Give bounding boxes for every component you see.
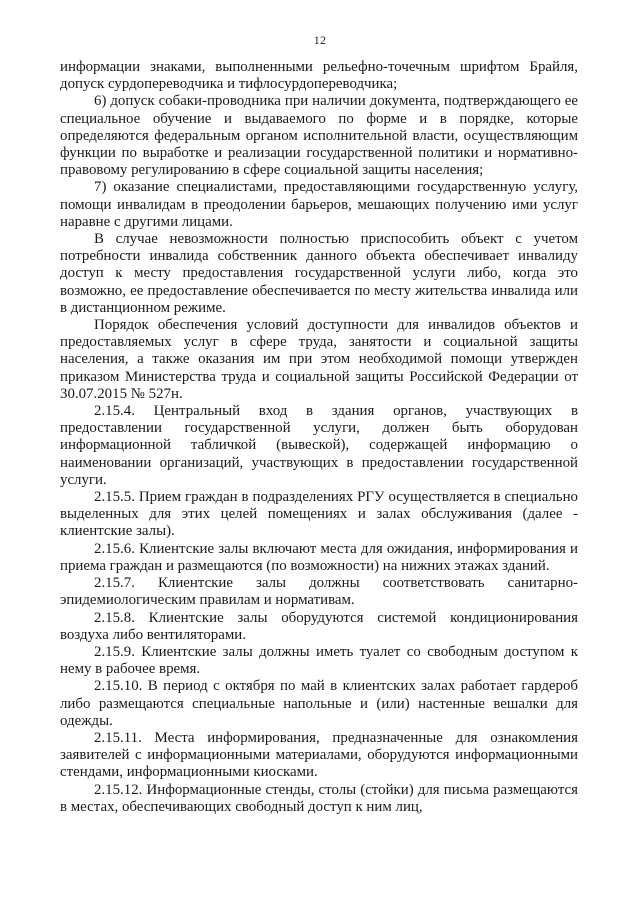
paragraph-2-15-6: 2.15.6. Клиентские залы включают места для ожидания, информирования и приема граждан и размещаются (по возможности) на нижних этажах зданий. [60,540,578,574]
paragraph-2-15-11: 2.15.11. Места информирования, предназначенные для ознакомления заявителей с информационными материалами, оборудуются информационными стендами, информационными киосками. [60,729,578,781]
paragraph-accessibility-order: Порядок обеспечения условий доступности для инвалидов объектов и предоставляемых услуг в сфере труда, занятости и социальной защиты населения, а также оказания им при этом необходимой помощи утвержден приказом Министерства труда и социальной защиты Российской Федерации от 30.07.2015 № 527н. [60,317,578,402]
paragraph-impossibility-case: В случае невозможности полностью приспособить объект с учетом потребности инвалида собственник данного объекта обеспечивает инвалиду доступ к месту предоставления государственной услуги либо, когда это возможно, ее предоставление обеспечивается по месту жительства инвалида или в дистанционном режиме. [60,231,578,316]
paragraph-2-15-5: 2.15.5. Прием граждан в подразделениях РГУ осуществляется в специально выделенных для этих целей помещениях и залах обслуживания (далее - клиентские залы). [60,489,578,540]
document-body [60,59,578,816]
paragraph-2-15-7: 2.15.7. Клиентские залы должны соответствовать санитарно-эпидемиологическим правилам и нормативам. [60,575,578,609]
paragraph-specialist-assistance: 7) оказание специалистами, предоставляющими государственную услугу, помощи инвалидам в преодолении барьеров, мешающих получению ими услуг наравне с другими лицами. [60,179,578,230]
paragraph-2-15-9: 2.15.9. Клиентские залы должны иметь туалет со свободным доступом к нему в рабочее время. [60,643,578,678]
paragraph-2-15-4: 2.15.4. Центральный вход в здания органов, участвующих в предоставлении государственной услуги, должен быть оборудован информационной табличкой (вывеской), содержащей информацию о наименовании организаций, участвующих в предоставлении государственной услуги. [60,403,578,488]
paragraph-braille-continuation: информации знаками, выполненными рельефно-точечным шрифтом Брайля, допуск сурдопереводчика и тифлосурдопереводчика; [60,59,578,93]
paragraph-guide-dog: 6) допуск собаки-проводника при наличии документа, подтверждающего ее специальное обучение и выдаваемого по форме и в порядке, которые определяются федеральным органом исполнительной власти, осуществляющим функции по выработке и реализации государственной политики и нормативно-правовому регулированию в сфере социальной защиты населения; [60,93,578,179]
paragraph-2-15-8: 2.15.8. Клиентские залы оборудуются системой кондиционирования воздуха либо вентиляторами. [60,609,578,643]
paragraph-2-15-10: 2.15.10. В период с октября по май в клиентских залах работает гардероб либо размещаются специальные напольные и (или) настенные вешалки для одежды. [60,678,578,729]
page-number: 12 [313,33,327,47]
paragraph-2-15-12: 2.15.12. Информационные стенды, столы (стойки) для письма размещаются в местах, обеспечивающих свободный доступ к ним лиц, [60,781,578,815]
